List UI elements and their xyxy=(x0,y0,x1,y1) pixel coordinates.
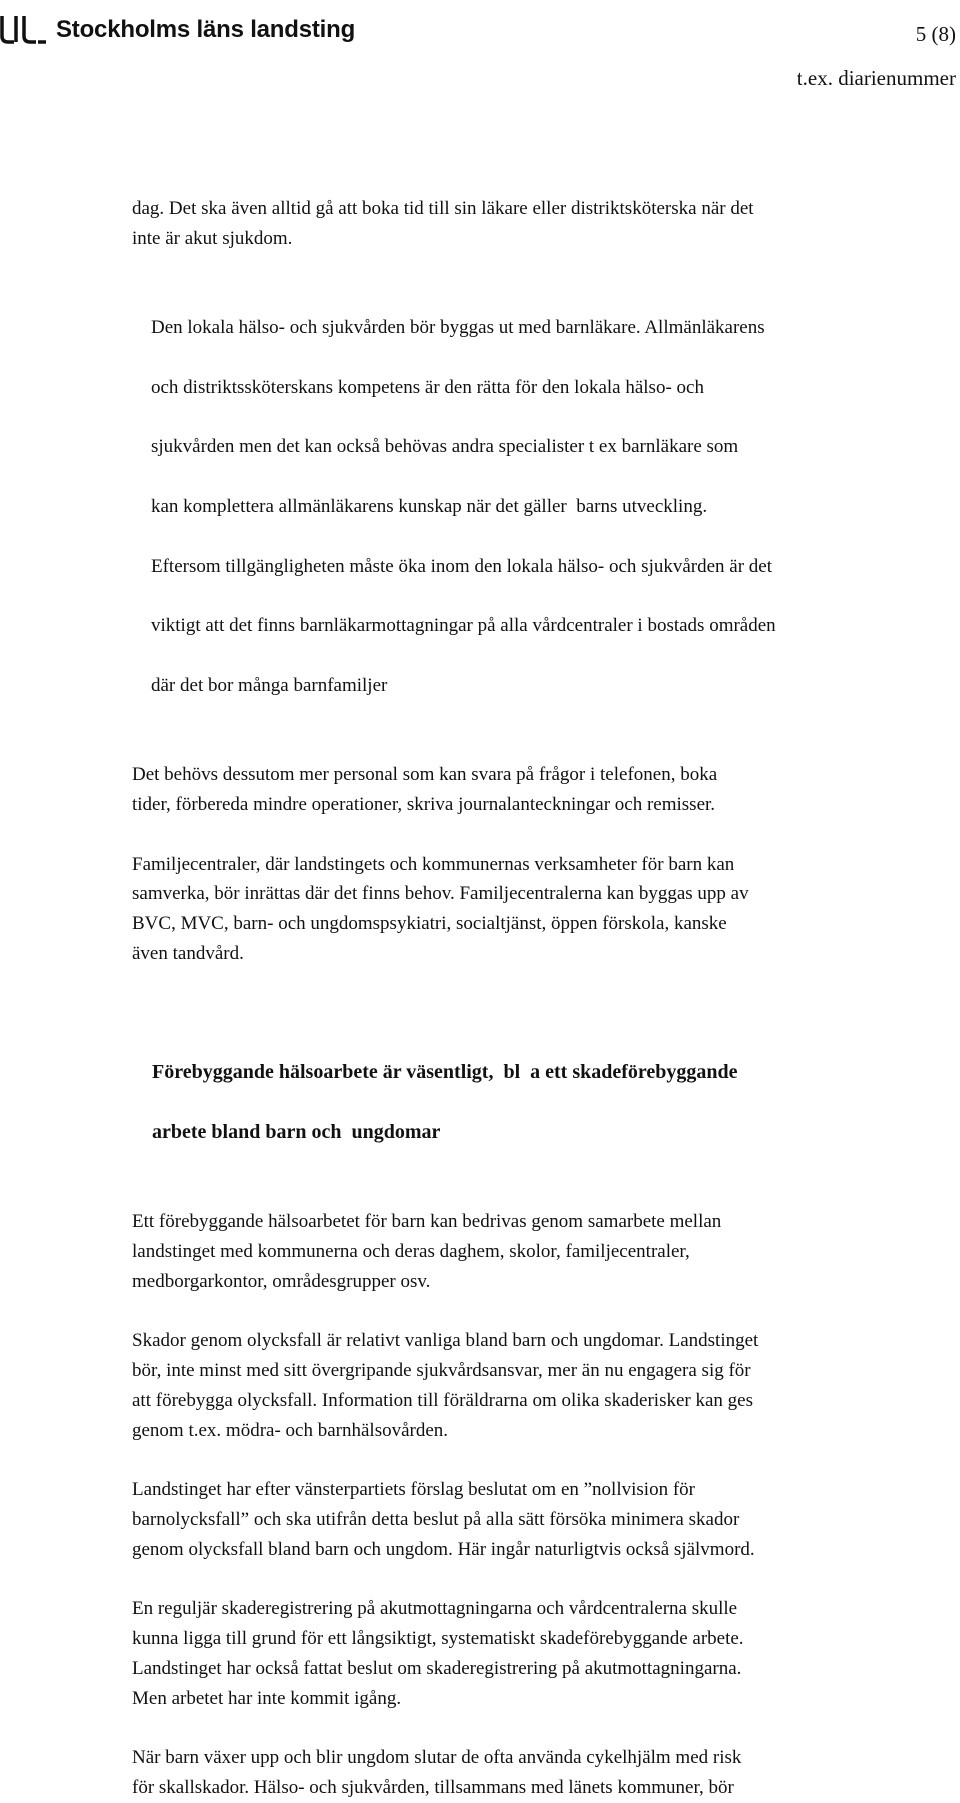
organization-logo xyxy=(0,16,355,44)
text-line: kunna ligga till grund för ett långsiktigt, systematiskt skadeförebyggande arbete. xyxy=(132,1628,744,1650)
text-line: Eftersom tillgängligheten måste öka inom den lokala hälso- och sjukvården är det xyxy=(151,555,773,577)
text-line: även tandvård. xyxy=(132,942,244,964)
section-heading xyxy=(132,1028,860,1177)
text-line: där det bor många barnfamiljer xyxy=(151,674,388,696)
paragraph-injury-registration xyxy=(132,1594,860,1713)
page-number: 5 (8) xyxy=(915,22,956,46)
heading-line: Förebyggande hälsoarbete är väsentligt, bl a ett skadeförebyggande xyxy=(152,1061,738,1084)
text-line: genom t.ex. mödra- och barnhälsovården. xyxy=(132,1419,449,1441)
text-line: Den lokala hälso- och sjukvården bör byggas ut med barnläkare. Allmänläkarens xyxy=(151,317,765,339)
text-line: för skallskador. Hälso- och sjukvården, tillsammans med länets kommuner, bör xyxy=(132,1777,734,1799)
paragraph-local-care xyxy=(132,283,860,730)
text-line: inte är akut sjukdom. xyxy=(132,227,293,249)
paragraph-preventive-work xyxy=(132,1207,860,1296)
text-line: När barn växer upp och blir ungdom slutar de ofta använda cykelhjälm med risk xyxy=(132,1747,742,1769)
paragraph-booking xyxy=(132,194,860,254)
text-line: och distriktssköterskans kompetens är den rätta för den lokala hälso- och xyxy=(151,376,704,398)
text-line: bör, inte minst med sitt övergripande sjukvårdsansvar, mer än nu engagera sig för xyxy=(132,1360,751,1382)
text-line: sjukvården men det kan också behövas andra specialister t ex barnläkare som xyxy=(151,436,739,458)
page-header xyxy=(0,0,960,110)
text-line: landstinget med kommunerna och deras daghem, skolor, familjecentraler, xyxy=(132,1240,690,1262)
reference-label: t.ex. diarienummer xyxy=(796,66,956,90)
text-line: Skador genom olycksfall är relativt vanliga bland barn och ungdomar. Landstinget xyxy=(132,1330,759,1352)
text-line: Landstinget har efter vänsterpartiets förslag beslutat om en ”nollvision för xyxy=(132,1479,695,1501)
text-line: Men arbetet har inte kommit igång. xyxy=(132,1687,402,1709)
paragraph-family-centres xyxy=(132,850,860,969)
sll-logo-mark-icon xyxy=(0,16,48,44)
paragraph-accidents xyxy=(132,1326,860,1445)
text-line: viktigt att det finns barnläkarmottagningar på alla vårdcentraler i bostads områden xyxy=(151,615,776,637)
text-line: En reguljär skaderegistrering på akutmottagningarna och vårdcentralerna skulle xyxy=(132,1598,738,1620)
text-line: medborgarkontor, områdesgrupper osv. xyxy=(132,1270,431,1292)
paragraph-staffing xyxy=(132,760,860,820)
text-line: att förebygga olycksfall. Information till föräldrarna om olika skaderisker kan ges xyxy=(132,1389,753,1411)
text-line: BVC, MVC, barn- och ungdomspsykiatri, socialtjänst, öppen förskola, kanske xyxy=(132,913,727,935)
text-line: barnolycksfall” och ska utifrån detta beslut på alla sätt försöka minimera skador xyxy=(132,1509,740,1531)
text-line: samverka, bör inrättas där det finns behov. Familjecentralerna kan byggas upp av xyxy=(132,883,749,905)
text-line: Familjecentraler, där landstingets och kommunernas verksamheter för barn kan xyxy=(132,853,735,875)
text-line: Landstinget har också fattat beslut om skaderegistrering på akutmottagningarna. xyxy=(132,1658,742,1680)
heading-line: arbete bland barn och ungdomar xyxy=(152,1120,441,1143)
paragraph-bike-helmets xyxy=(132,1743,860,1803)
text-line: Ett förebyggande hälsoarbetet för barn kan bedrivas genom samarbete mellan xyxy=(132,1211,722,1233)
paragraph-zero-vision xyxy=(132,1475,860,1564)
document-body xyxy=(132,194,860,1803)
text-line: genom olycksfall bland barn och ungdom. Här ingår naturligtvis också självmord. xyxy=(132,1538,755,1560)
text-line: tider, förbereda mindre operationer, skriva journalanteckningar och remisser. xyxy=(132,793,716,815)
text-line: kan komplettera allmänläkarens kunskap när det gäller barns utveckling. xyxy=(151,495,708,517)
text-line: Det behövs dessutom mer personal som kan svara på frågor i telefonen, boka xyxy=(132,764,718,786)
text-line: dag. Det ska även alltid gå att boka tid till sin läkare eller distriktsköterska när det xyxy=(132,198,754,219)
organization-name: Stockholms läns landsting xyxy=(56,16,356,43)
